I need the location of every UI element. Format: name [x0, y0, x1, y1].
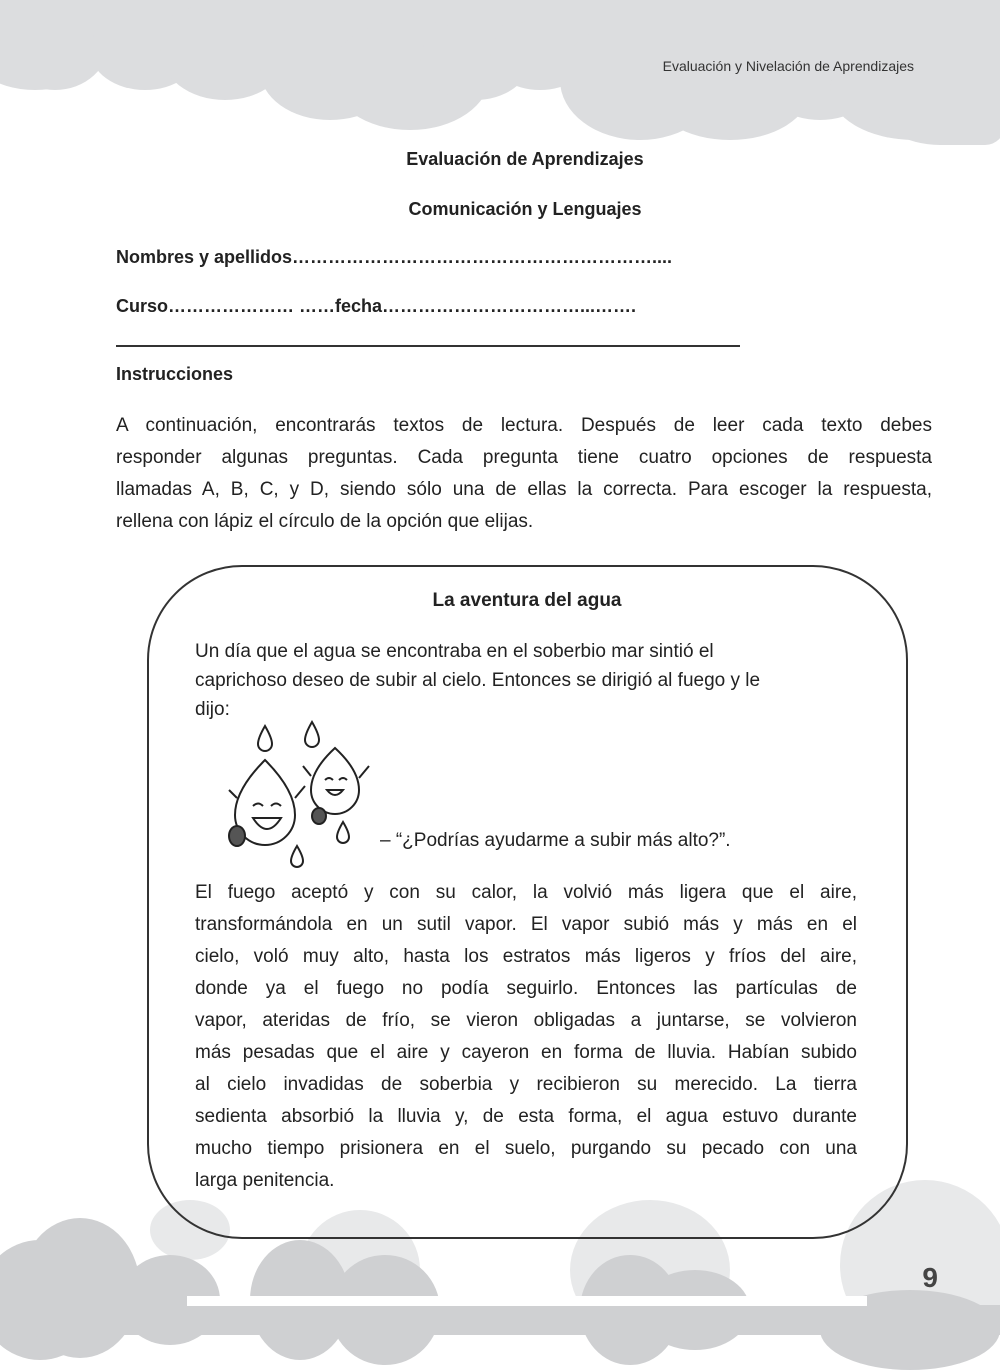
instructions-line: A continuación, encontrarás textos de lectura. Después de leer cada texto debes: [116, 415, 932, 436]
story-line: al cielo invadidas de soberbia y recibieron su merecido. La tierra: [195, 1074, 857, 1095]
reading-body: [195, 877, 857, 1197]
running-header: Evaluación y Nivelación de Aprendizajes: [662, 58, 914, 74]
divider: [116, 345, 740, 347]
instructions-paragraph: [116, 410, 932, 538]
story-line: mucho tiempo prisionera en el suelo, purgando su pecado con una: [195, 1138, 857, 1159]
name-field[interactable]: Nombres y apellidos……………………………………………………....: [116, 247, 673, 267]
story-line: El fuego aceptó y con su calor, la volvió más ligera que el aire,: [195, 882, 857, 903]
story-line: cielo, voló muy alto, hasta los estratos más ligeros y fríos del aire,: [195, 946, 857, 967]
page-title: Evaluación de Aprendizajes: [406, 149, 644, 169]
instructions-heading: Instrucciones: [116, 364, 234, 384]
page-number: 9: [922, 1262, 938, 1293]
reading-intro: [195, 637, 857, 724]
story-line: caprichoso deseo de subir al cielo. Entonces se dirigió al fuego y le: [195, 670, 761, 691]
story-line: larga penitencia.: [195, 1170, 335, 1191]
page-subtitle: Comunicación y Lenguajes: [408, 199, 642, 219]
instructions-line: rellena con lápiz el círculo de la opción que elijas.: [116, 511, 534, 532]
instructions-line: responder algunas preguntas. Cada pregunta tiene cuatro opciones de respuesta: [116, 447, 932, 468]
water-drops-illustration: [215, 718, 385, 873]
story-line: sedienta absorbió la lluvia y, de esta forma, el agua estuvo durante: [195, 1106, 857, 1127]
reading-title: La aventura del agua: [432, 590, 622, 611]
story-line: transformándola en un sutil vapor. El vapor subió más y más en el: [195, 914, 857, 935]
instructions-line: llamadas A, B, C, y D, siendo sólo una de ellas la correcta. Para escoger la respuesta,: [116, 479, 932, 500]
story-line: dijo:: [195, 699, 230, 720]
story-line: más pesadas que el aire y cayeron en forma de lluvia. Habían subido: [195, 1042, 857, 1063]
course-date-field[interactable]: Curso………………… ……fecha……………………………...…….: [116, 296, 637, 316]
story-line: Un día que el agua se encontraba en el soberbio mar sintió el: [195, 641, 714, 662]
story-line: donde ya el fuego no podía seguirlo. Entonces las partículas de: [195, 978, 857, 999]
story-line: vapor, ateridas de frío, se vieron obligadas a juntarse, se volvieron: [195, 1010, 857, 1031]
dialogue-line: – “¿Podrías ayudarme a subir más alto?”.: [380, 830, 731, 851]
